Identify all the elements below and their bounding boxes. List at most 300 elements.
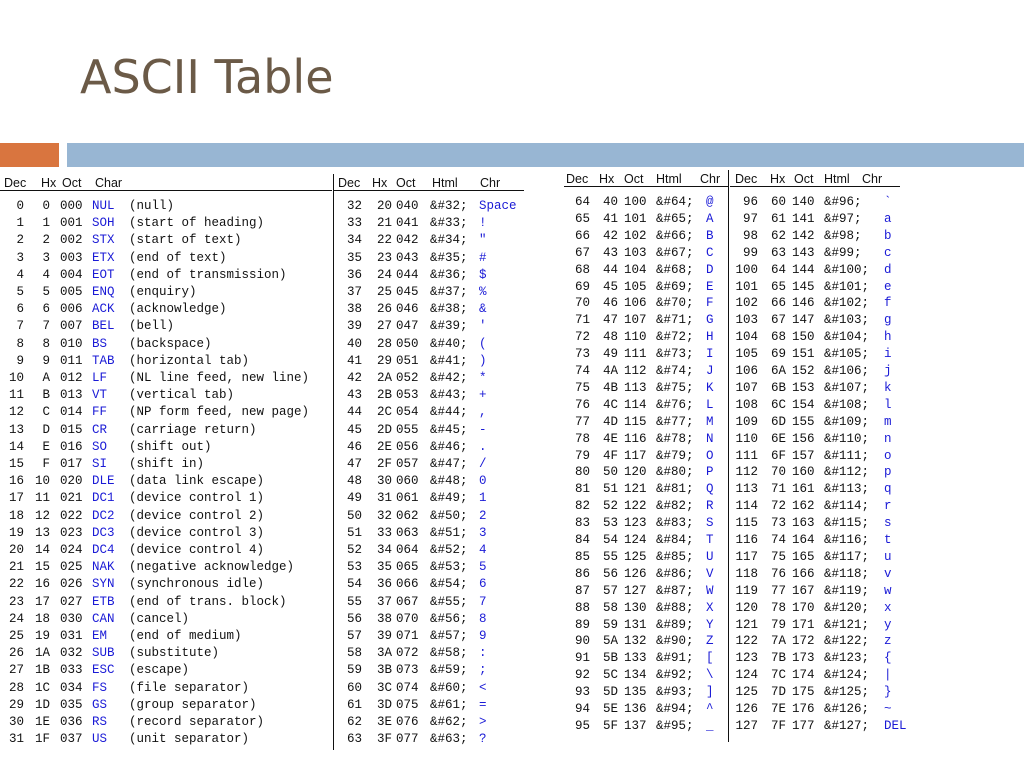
hex-cell: 68 — [770, 330, 786, 345]
hex-cell: 43 — [602, 245, 618, 260]
html-cell: &#97; — [824, 211, 862, 226]
chr-cell: ? — [479, 732, 487, 747]
chr-cell: W — [706, 583, 714, 598]
dec-cell: 75 — [574, 380, 590, 395]
dec-cell: 105 — [735, 347, 758, 362]
chr-cell: * — [479, 371, 487, 385]
hex-cell: 41 — [602, 211, 618, 226]
table-row — [560, 228, 920, 245]
oct-cell: 055 — [396, 422, 419, 437]
abbr-cell: CAN — [92, 611, 115, 626]
table-row — [0, 404, 530, 421]
hex-cell: A — [42, 371, 50, 385]
dec-cell: 118 — [735, 566, 758, 581]
oct-cell: 144 — [792, 262, 815, 277]
dec-cell: 46 — [346, 439, 362, 454]
dec-cell: 48 — [346, 474, 362, 489]
dec-cell: 52 — [346, 543, 362, 557]
header-rule — [0, 190, 332, 191]
chr-cell: f — [884, 296, 892, 311]
html-cell: &#42; — [430, 371, 468, 385]
oct-cell: 137 — [624, 718, 647, 733]
description-cell: (file separator) — [129, 680, 250, 695]
oct-cell: 111 — [624, 347, 647, 362]
oct-cell: 165 — [792, 549, 815, 564]
hex-cell: 11 — [34, 491, 50, 506]
oct-cell: 043 — [396, 250, 419, 265]
table-row — [0, 731, 530, 748]
oct-cell: 107 — [624, 313, 647, 328]
dec-cell: 15 — [8, 457, 24, 471]
oct-cell: 175 — [792, 685, 815, 700]
table-row — [0, 473, 530, 490]
dec-cell: 39 — [346, 319, 362, 334]
html-cell: &#78; — [656, 431, 694, 446]
hex-cell: 6A — [770, 364, 786, 378]
oct-cell: 156 — [792, 431, 815, 446]
oct-cell: 045 — [396, 285, 419, 299]
abbr-cell: ACK — [92, 302, 115, 317]
abbr-cell: SO — [92, 439, 108, 454]
dec-cell: 16 — [8, 474, 24, 489]
table-row — [0, 594, 530, 611]
header-oct-2: Oct — [396, 176, 416, 190]
hex-cell: 27 — [376, 319, 392, 334]
oct-cell: 062 — [396, 508, 419, 523]
hex-cell: 8 — [42, 336, 50, 351]
chr-cell: 0 — [479, 474, 487, 489]
chr-cell: $ — [479, 267, 487, 282]
hex-cell: 6F — [770, 448, 786, 463]
hex-cell: 3E — [376, 715, 392, 729]
abbr-cell: DLE — [92, 474, 115, 489]
hex-cell: 17 — [34, 594, 50, 609]
chr-cell: C — [706, 245, 714, 260]
abbr-cell: SYN — [92, 577, 115, 592]
chr-cell: L — [706, 397, 714, 412]
dec-cell: 3 — [16, 250, 24, 265]
chr-cell: # — [479, 250, 487, 265]
oct-cell: 106 — [624, 296, 647, 311]
hex-cell: 76 — [770, 566, 786, 581]
oct-cell: 135 — [624, 685, 647, 700]
hex-cell: 1D — [34, 697, 50, 712]
hex-cell: 5B — [602, 651, 618, 666]
hex-cell: 13 — [34, 525, 50, 540]
dec-cell: 77 — [574, 414, 590, 429]
table-row — [560, 684, 920, 701]
html-cell: &#46; — [430, 439, 468, 454]
html-cell: &#44; — [430, 405, 468, 420]
page-title: ASCII Table — [80, 50, 334, 104]
dec-cell: 47 — [346, 457, 362, 471]
hex-cell: 6E — [770, 431, 786, 446]
html-cell: &#75; — [656, 380, 694, 395]
dec-cell: 99 — [742, 245, 758, 260]
oct-cell: 077 — [396, 732, 419, 747]
dec-cell: 79 — [574, 448, 590, 463]
oct-cell: 070 — [396, 611, 419, 626]
abbr-cell: RS — [92, 715, 108, 729]
dec-cell: 49 — [346, 491, 362, 506]
dec-cell: 90 — [574, 634, 590, 649]
html-cell: &#77; — [656, 414, 694, 429]
hex-cell: 1 — [42, 216, 50, 231]
abbr-cell: GS — [92, 697, 108, 712]
abbr-cell: CR — [92, 422, 108, 437]
hex-cell: 40 — [602, 195, 618, 209]
description-cell: (cancel) — [129, 611, 190, 626]
oct-cell: 037 — [60, 732, 83, 747]
hex-cell: C — [42, 405, 50, 420]
oct-cell: 114 — [624, 397, 647, 412]
html-cell: &#58; — [430, 646, 468, 661]
dec-cell: 125 — [735, 685, 758, 700]
chr-cell: @ — [706, 195, 714, 209]
dec-cell: 88 — [574, 600, 590, 615]
dec-cell: 100 — [735, 262, 758, 277]
hex-cell: 42 — [602, 228, 618, 243]
chr-cell: b — [884, 228, 892, 243]
oct-cell: 154 — [792, 397, 815, 412]
table-row — [0, 198, 530, 215]
dec-cell: 51 — [346, 525, 362, 540]
html-cell: &#56; — [430, 611, 468, 626]
chr-cell: % — [479, 285, 487, 299]
description-cell: (NP form feed, new page) — [129, 405, 310, 420]
html-cell: &#116; — [824, 533, 870, 547]
description-cell: (end of trans. block) — [129, 594, 287, 609]
html-cell: &#61; — [430, 697, 468, 712]
header-chr-2: Chr — [862, 172, 883, 186]
table-row — [560, 329, 920, 346]
chr-cell: [ — [706, 651, 714, 666]
dec-cell: 18 — [8, 508, 24, 523]
oct-cell: 146 — [792, 296, 815, 311]
hex-cell: 10 — [34, 474, 50, 489]
oct-cell: 157 — [792, 448, 815, 463]
chr-cell: e — [884, 279, 892, 294]
hex-cell: 2 — [42, 233, 50, 248]
hex-cell: 38 — [376, 611, 392, 626]
html-cell: &#74; — [656, 364, 694, 378]
hex-cell: 3 — [42, 250, 50, 265]
oct-cell: 103 — [624, 245, 647, 260]
chr-cell: - — [479, 422, 487, 437]
description-cell: (data link escape) — [129, 474, 265, 489]
dec-cell: 44 — [346, 405, 362, 420]
oct-cell: 072 — [396, 646, 419, 661]
table-row — [560, 498, 920, 515]
description-cell: (horizontal tab) — [129, 353, 250, 368]
hex-cell: 7C — [770, 668, 786, 683]
html-cell: &#120; — [824, 600, 870, 615]
dec-cell: 56 — [346, 611, 362, 626]
abbr-cell: TAB — [92, 353, 115, 368]
html-cell: &#37; — [430, 285, 468, 299]
html-cell: &#109; — [824, 414, 870, 429]
dec-cell: 43 — [346, 388, 362, 403]
chr-cell: ( — [479, 336, 487, 351]
chr-cell: M — [706, 414, 714, 429]
chr-cell: 7 — [479, 594, 487, 609]
description-cell: (NL line feed, new line) — [129, 371, 310, 385]
html-cell: &#47; — [430, 457, 468, 471]
table-row — [560, 667, 920, 684]
abbr-cell: US — [92, 732, 108, 747]
html-cell: &#84; — [656, 533, 694, 547]
header-html: Html — [656, 172, 682, 186]
chr-cell: ' — [479, 319, 487, 334]
html-cell: &#91; — [656, 651, 694, 666]
header-dec: Dec — [4, 176, 27, 190]
table-row — [0, 250, 530, 267]
table-row — [560, 431, 920, 448]
dec-cell: 104 — [735, 330, 758, 345]
hex-cell: 67 — [770, 313, 786, 328]
oct-cell: 001 — [60, 216, 83, 231]
dec-cell: 14 — [8, 439, 24, 454]
dec-cell: 35 — [346, 250, 362, 265]
oct-cell: 150 — [792, 330, 815, 345]
oct-cell: 132 — [624, 634, 647, 649]
abbr-cell: FF — [92, 405, 108, 420]
chr-cell: < — [479, 680, 487, 695]
hex-cell: 4D — [602, 414, 618, 429]
hex-cell: 5 — [42, 285, 50, 299]
description-cell: (end of transmission) — [129, 267, 287, 282]
chr-cell: G — [706, 313, 714, 328]
oct-cell: 031 — [60, 629, 83, 643]
oct-cell: 027 — [60, 594, 83, 609]
hex-cell: 3B — [376, 663, 392, 678]
dec-cell: 25 — [8, 629, 24, 643]
table-row — [560, 549, 920, 566]
dec-cell: 40 — [346, 336, 362, 351]
html-cell: &#72; — [656, 330, 694, 345]
chr-cell: P — [706, 465, 714, 480]
html-cell: &#92; — [656, 668, 694, 683]
chr-cell: 8 — [479, 611, 487, 626]
oct-cell: 023 — [60, 525, 83, 540]
header-dec-2: Dec — [338, 176, 361, 190]
chr-cell: i — [884, 347, 892, 362]
dec-cell: 29 — [8, 697, 24, 712]
hex-cell: 4B — [602, 380, 618, 395]
table-row — [0, 628, 530, 645]
table-row — [0, 508, 530, 525]
chr-cell: u — [884, 549, 892, 564]
dec-cell: 22 — [8, 577, 24, 592]
hex-cell: 44 — [602, 262, 618, 277]
html-cell: &#103; — [824, 313, 870, 328]
dec-cell: 21 — [8, 560, 24, 575]
hex-cell: 58 — [602, 600, 618, 615]
dec-cell: 73 — [574, 347, 590, 362]
html-cell: &#95; — [656, 718, 694, 733]
hex-cell: 50 — [602, 465, 618, 480]
html-cell: &#62; — [430, 715, 468, 729]
header-chr: Chr — [700, 172, 721, 186]
chr-cell: J — [706, 364, 714, 378]
chr-cell: k — [884, 380, 892, 395]
chr-cell: T — [706, 533, 714, 547]
chr-cell: r — [884, 499, 892, 514]
abbr-cell: EOT — [92, 267, 115, 282]
table-row — [0, 611, 530, 628]
oct-cell: 060 — [396, 474, 419, 489]
dec-cell: 112 — [735, 465, 758, 480]
chr-cell: g — [884, 313, 892, 328]
html-cell: &#39; — [430, 319, 468, 334]
dec-cell: 53 — [346, 560, 362, 575]
header-oct-2: Oct — [794, 172, 814, 186]
dec-cell: 126 — [735, 702, 758, 716]
dec-cell: 7 — [16, 319, 24, 334]
dec-cell: 102 — [735, 296, 758, 311]
hex-cell: 21 — [376, 216, 392, 231]
html-cell: &#80; — [656, 465, 694, 480]
oct-cell: 057 — [396, 457, 419, 471]
table-row — [0, 525, 530, 542]
html-cell: &#50; — [430, 508, 468, 523]
oct-cell: 025 — [60, 560, 83, 575]
table-row — [0, 301, 530, 318]
oct-cell: 004 — [60, 267, 83, 282]
oct-cell: 035 — [60, 697, 83, 712]
html-cell: &#98; — [824, 228, 862, 243]
table-row — [560, 363, 920, 380]
abbr-cell: BEL — [92, 319, 115, 334]
html-cell: &#107; — [824, 380, 870, 395]
oct-cell: 173 — [792, 651, 815, 666]
dec-cell: 123 — [735, 651, 758, 666]
oct-cell: 167 — [792, 583, 815, 598]
dec-cell: 54 — [346, 577, 362, 592]
hex-cell: 2D — [376, 422, 392, 437]
oct-cell: 033 — [60, 663, 83, 678]
abbr-cell: STX — [92, 233, 115, 248]
header-rule — [334, 190, 524, 191]
oct-cell: 051 — [396, 353, 419, 368]
hex-cell: 31 — [376, 491, 392, 506]
hex-cell: 7B — [770, 651, 786, 666]
ascii-table-right — [560, 170, 920, 745]
oct-cell: 042 — [396, 233, 419, 248]
header-rule — [730, 186, 900, 187]
dec-cell: 119 — [735, 583, 758, 598]
oct-cell: 126 — [624, 566, 647, 581]
oct-cell: 000 — [60, 199, 83, 213]
table-row — [0, 542, 530, 559]
chr-cell: } — [884, 685, 892, 700]
dec-cell: 80 — [574, 465, 590, 480]
chr-cell: R — [706, 499, 714, 514]
html-cell: &#89; — [656, 617, 694, 632]
table-row — [560, 718, 920, 735]
dec-cell: 74 — [574, 364, 590, 378]
dec-cell: 59 — [346, 663, 362, 678]
oct-cell: 064 — [396, 543, 419, 557]
dec-cell: 30 — [8, 715, 24, 729]
html-cell: &#57; — [430, 629, 468, 643]
oct-cell: 054 — [396, 405, 419, 420]
html-cell: &#82; — [656, 499, 694, 514]
oct-cell: 044 — [396, 267, 419, 282]
dec-cell: 120 — [735, 600, 758, 615]
chr-cell: q — [884, 482, 892, 497]
oct-cell: 166 — [792, 566, 815, 581]
abbr-cell: DC1 — [92, 491, 115, 506]
hex-cell: B — [42, 388, 50, 403]
hex-cell: 4 — [42, 267, 50, 282]
oct-cell: 134 — [624, 668, 647, 683]
hex-cell: 22 — [376, 233, 392, 248]
hex-cell: 54 — [602, 533, 618, 547]
hex-cell: 28 — [376, 336, 392, 351]
oct-cell: 005 — [60, 285, 83, 299]
chr-cell: | — [884, 668, 892, 683]
dec-cell: 2 — [16, 233, 24, 248]
hex-cell: 73 — [770, 516, 786, 531]
oct-cell: 011 — [60, 353, 83, 368]
table-row — [0, 697, 530, 714]
table-row — [0, 714, 530, 731]
chr-cell: w — [884, 583, 892, 598]
abbr-cell: LF — [92, 371, 108, 385]
chr-cell: ^ — [706, 702, 714, 716]
hex-cell: 59 — [602, 617, 618, 632]
dec-cell: 64 — [574, 195, 590, 209]
chr-cell: + — [479, 388, 487, 403]
html-cell: &#115; — [824, 516, 870, 531]
chr-cell: Z — [706, 634, 714, 649]
hex-cell: 77 — [770, 583, 786, 598]
chr-cell: B — [706, 228, 714, 243]
hex-cell: 7A — [770, 634, 786, 649]
abbr-cell: ETB — [92, 594, 115, 609]
hex-cell: 32 — [376, 508, 392, 523]
header-hx: Hx — [41, 176, 57, 190]
chr-cell: p — [884, 465, 892, 480]
oct-cell: 017 — [60, 457, 83, 471]
html-cell: &#118; — [824, 566, 870, 581]
dec-cell: 57 — [346, 629, 362, 643]
chr-cell: N — [706, 431, 714, 446]
chr-cell: ) — [479, 353, 487, 368]
html-cell: &#90; — [656, 634, 694, 649]
oct-cell: 160 — [792, 465, 815, 480]
abbr-cell: DC2 — [92, 508, 115, 523]
dec-cell: 86 — [574, 566, 590, 581]
dec-cell: 55 — [346, 594, 362, 609]
description-cell: (carriage return) — [129, 422, 257, 437]
dec-cell: 107 — [735, 380, 758, 395]
dec-cell: 108 — [735, 397, 758, 412]
dec-cell: 76 — [574, 397, 590, 412]
dec-cell: 6 — [16, 302, 24, 317]
html-cell: &#86; — [656, 566, 694, 581]
hex-cell: 30 — [376, 474, 392, 489]
oct-cell: 147 — [792, 313, 815, 328]
description-cell: (group separator) — [129, 697, 257, 712]
hex-cell: 5D — [602, 685, 618, 700]
hex-cell: 66 — [770, 296, 786, 311]
dec-cell: 13 — [8, 422, 24, 437]
oct-cell: 016 — [60, 439, 83, 454]
html-cell: &#60; — [430, 680, 468, 695]
table-row — [560, 194, 920, 211]
